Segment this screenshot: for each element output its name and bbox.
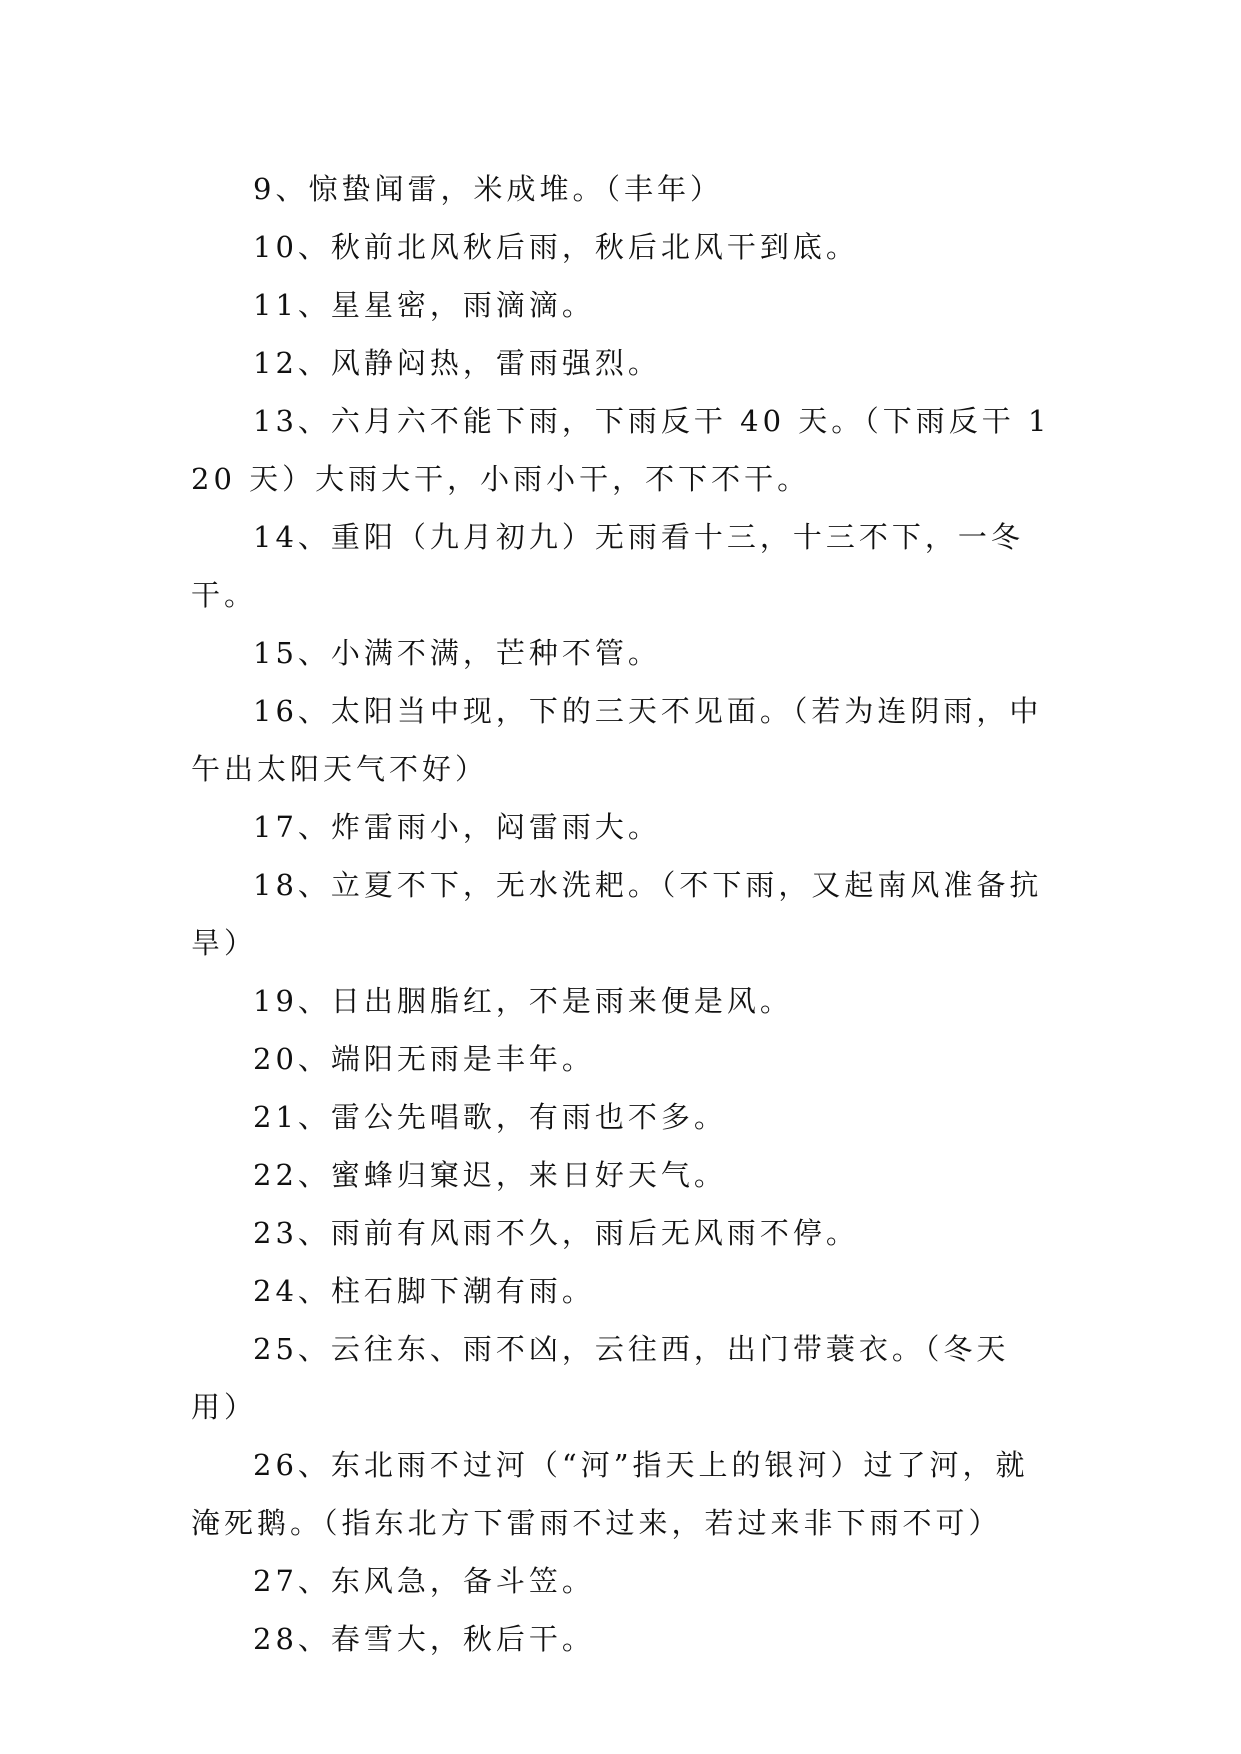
paragraph-14: 14、重阳（九月初九）无雨看十三，十三不下，一冬干。 [191,520,1024,612]
paragraph-10: 10、秋前北风秋后雨，秋后北风干到底。 [253,230,859,264]
paragraph-24: 24、柱石脚下潮有雨。 [253,1274,595,1308]
paragraph-21: 21、雷公先唱歌，有雨也不多。 [253,1100,727,1134]
paragraph-22: 22、蜜蜂归窠迟，来日好天气。 [253,1158,727,1192]
paragraph-15: 15、小满不满，芒种不管。 [253,636,661,670]
paragraph-12: 12、风静闷热，雷雨强烈。 [253,346,661,380]
paragraph-18: 18、立夏不下，无水洗耙。（不下雨，又起南风准备抗旱） [191,868,1043,960]
paragraph-11: 11、星星密，雨滴滴。 [253,288,595,322]
paragraph-27: 27、东风急，备斗笠。 [253,1564,595,1598]
paragraph-16: 16、太阳当中现，下的三天不见面。（若为连阴雨，中午出太阳天气不好） [191,694,1043,786]
paragraph-9: 9、惊蛰闻雷，米成堆。（丰年） [253,172,723,206]
paragraph-25: 25、云往东、雨不凶，云往西，出门带蓑衣。（冬天用） [191,1332,1010,1424]
paragraph-28: 28、春雪大，秋后干。 [253,1622,595,1656]
paragraph-23: 23、雨前有风雨不久，雨后无风雨不停。 [253,1216,859,1250]
paragraph-20: 20、端阳无雨是丰年。 [253,1042,595,1076]
paragraph-19: 19、日出胭脂红，不是雨来便是风。 [253,984,793,1018]
paragraph-26: 26、东北雨不过河（“河”指天上的银河）过了河，就淹死鹅。（指东北方下雷雨不过来，若过来非下雨不可） [191,1448,1029,1540]
document-body [191,160,1051,1668]
paragraph-13: 13、六月六不能下雨，下雨反干 40 天。（下雨反干 120 天）大雨大干，小雨小干，不下不干。 [191,404,1051,496]
paragraph-17: 17、炸雷雨小，闷雷雨大。 [253,810,661,844]
